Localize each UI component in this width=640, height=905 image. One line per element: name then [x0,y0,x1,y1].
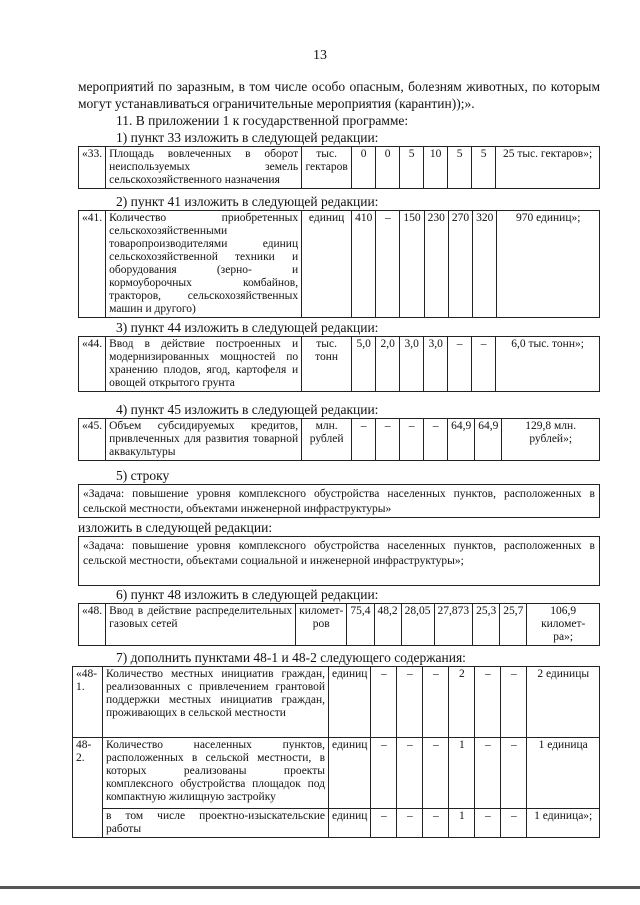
value-cell: 2,0 [376,337,400,392]
value-cell: – [472,337,496,392]
value-cell: – [423,738,449,809]
table-item-41 [78,210,600,318]
value-cell: 0 [352,147,376,189]
intro-paragraph: мероприятий по заразным, в том числе особо опасным, болезням животных, по которым могут устанавливаться ограничительные мероприятия (карантин));». [78,79,600,111]
unit: млн. рублей [302,419,352,461]
value-cell: – [400,419,424,461]
value-cell: 270 [448,211,472,318]
value-cell: – [448,337,472,392]
item-1-heading: 1) пункт 33 изложить в следующей редакции: [116,130,379,145]
item-5-heading: 5) строку [116,468,170,483]
value-cell: – [501,738,527,809]
value-cell: – [423,809,449,838]
value-cell: 320 [473,211,497,318]
unit: единиц [329,738,371,809]
total-cell: 1 единица»; [527,809,600,838]
row-number: «45. [79,419,106,461]
value-cell: – [371,738,397,809]
indicator-name: Количество приобретенных сельскохозяйственными товаропроизводителями единиц сельскохозяйственной техники и оборудования (зерно- и кормоуборочных комбайнов, тракторов, сельскохозяйственных машин и другого) [106,211,302,318]
value-cell: 1 [449,738,475,809]
task-old-box: «Задача: повышение уровня комплексного обустройства населенных пунктов, расположенных в сельской местности, объектами инженерной инфраструктуры» [78,484,600,518]
item-5-subheading: изложить в следующей редакции: [78,520,273,535]
total-cell: 970 единиц»; [497,211,600,318]
table-item-33 [78,146,600,189]
unit: километ- ров [296,604,347,646]
value-cell: – [475,667,501,738]
value-cell: – [397,667,423,738]
unit: единиц [329,667,371,738]
value-cell: 150 [400,211,424,318]
table-row [79,147,600,189]
value-cell: – [371,809,397,838]
total-cell: 129,8 млн. рублей»; [502,419,600,461]
value-cell: – [501,809,527,838]
scan-bottom-edge [0,886,640,889]
value-cell: – [397,738,423,809]
table-row [73,667,600,738]
value-cell: 230 [424,211,448,318]
indicator-name: Ввод в действие построенных и модернизированных мощностей по хранению плодов, ягод, картофеля и овощей открытого грунта [106,337,302,392]
value-cell: 64,9 [448,419,475,461]
value-cell: 5 [472,147,496,189]
value-cell: – [376,419,400,461]
value-cell: 5 [448,147,472,189]
value-cell: 1 [449,809,475,838]
row-number: «44. [79,337,106,392]
item-4-heading: 4) пункт 45 изложить в следующей редакции: [116,402,379,417]
table-item-48 [78,603,600,646]
row-number: «48-1. [73,667,103,738]
page-number: 13 [313,48,327,63]
table-item-45 [78,418,600,461]
row-number: «33. [79,147,106,189]
value-cell: 410 [352,211,376,318]
table-row [79,337,600,392]
item-2-heading: 2) пункт 41 изложить в следующей редакции: [116,194,379,209]
table-row [79,419,600,461]
value-cell: – [423,667,449,738]
value-cell: 28,05 [401,604,434,646]
total-cell: 6,0 тыс. тонн»; [496,337,600,392]
value-cell: 5,0 [352,337,376,392]
table-items-48-1-48-2 [72,666,600,838]
value-cell: 0 [376,147,400,189]
value-cell: – [501,667,527,738]
indicator-name: Площадь вовлеченных в оборот неиспользуемых земель сельскохозяйственного назначения [106,147,302,189]
item-6-heading: 6) пункт 48 изложить в следующей редакции: [116,587,379,602]
value-cell: 25,3 [473,604,500,646]
value-cell: 75,4 [347,604,374,646]
total-cell: 25 тыс. гектаров»; [496,147,600,189]
value-cell: 5 [400,147,424,189]
indicator-name: в том числе проектно-изыскательские работы [103,809,329,838]
total-cell: 106,9 километ- ра»; [527,604,600,646]
value-cell: – [371,667,397,738]
row-number: «41. [79,211,106,318]
item-3-heading: 3) пункт 44 изложить в следующей редакции: [116,320,379,335]
table-item-44 [78,336,600,392]
indicator-name: Ввод в действие распределительных газовых сетей [106,604,296,646]
indicator-name: Количество местных инициатив граждан, реализованных с привлечением грантовой поддержки местных инициатив граждан, проживающих в сельской местности [103,667,329,738]
table-row [73,738,600,809]
value-cell: 3,0 [400,337,424,392]
value-cell: 48,2 [374,604,401,646]
row-number: 48-2. [73,738,103,838]
value-cell: 25,7 [500,604,527,646]
unit: единиц [329,809,371,838]
unit: тыс. гектаров [302,147,352,189]
value-cell: – [475,738,501,809]
value-cell: – [352,419,376,461]
value-cell: – [376,211,400,318]
value-cell: 27,873 [434,604,473,646]
value-cell: 2 [449,667,475,738]
section-11-heading: 11. В приложении 1 к государственной программе: [116,113,409,128]
indicator-name: Количество населенных пунктов, расположенных в сельской местности, в которых реализованы проекты комплексного обустройства площадок под компактную жилищную застройку [103,738,329,809]
item-7-heading: 7) дополнить пунктами 48-1 и 48-2 следующего содержания: [116,650,466,665]
table-row [73,809,600,838]
table-row [79,211,600,318]
unit: единиц [302,211,352,318]
total-cell: 2 единицы [527,667,600,738]
value-cell: – [397,809,423,838]
table-row [79,604,600,646]
task-new-box: «Задача: повышение уровня комплексного обустройства населенных пунктов, расположенных в сельской местности, объектами социальной и инженерной инфраструктуры»; [78,536,600,586]
value-cell: – [475,809,501,838]
unit: тыс. тонн [302,337,352,392]
value-cell: 10 [424,147,448,189]
value-cell: 64,9 [475,419,502,461]
total-cell: 1 единица [527,738,600,809]
value-cell: 3,0 [424,337,448,392]
value-cell: – [424,419,448,461]
row-number: «48. [79,604,106,646]
indicator-name: Объем субсидируемых кредитов, привлеченных для развития товарной аквакультуры [106,419,302,461]
